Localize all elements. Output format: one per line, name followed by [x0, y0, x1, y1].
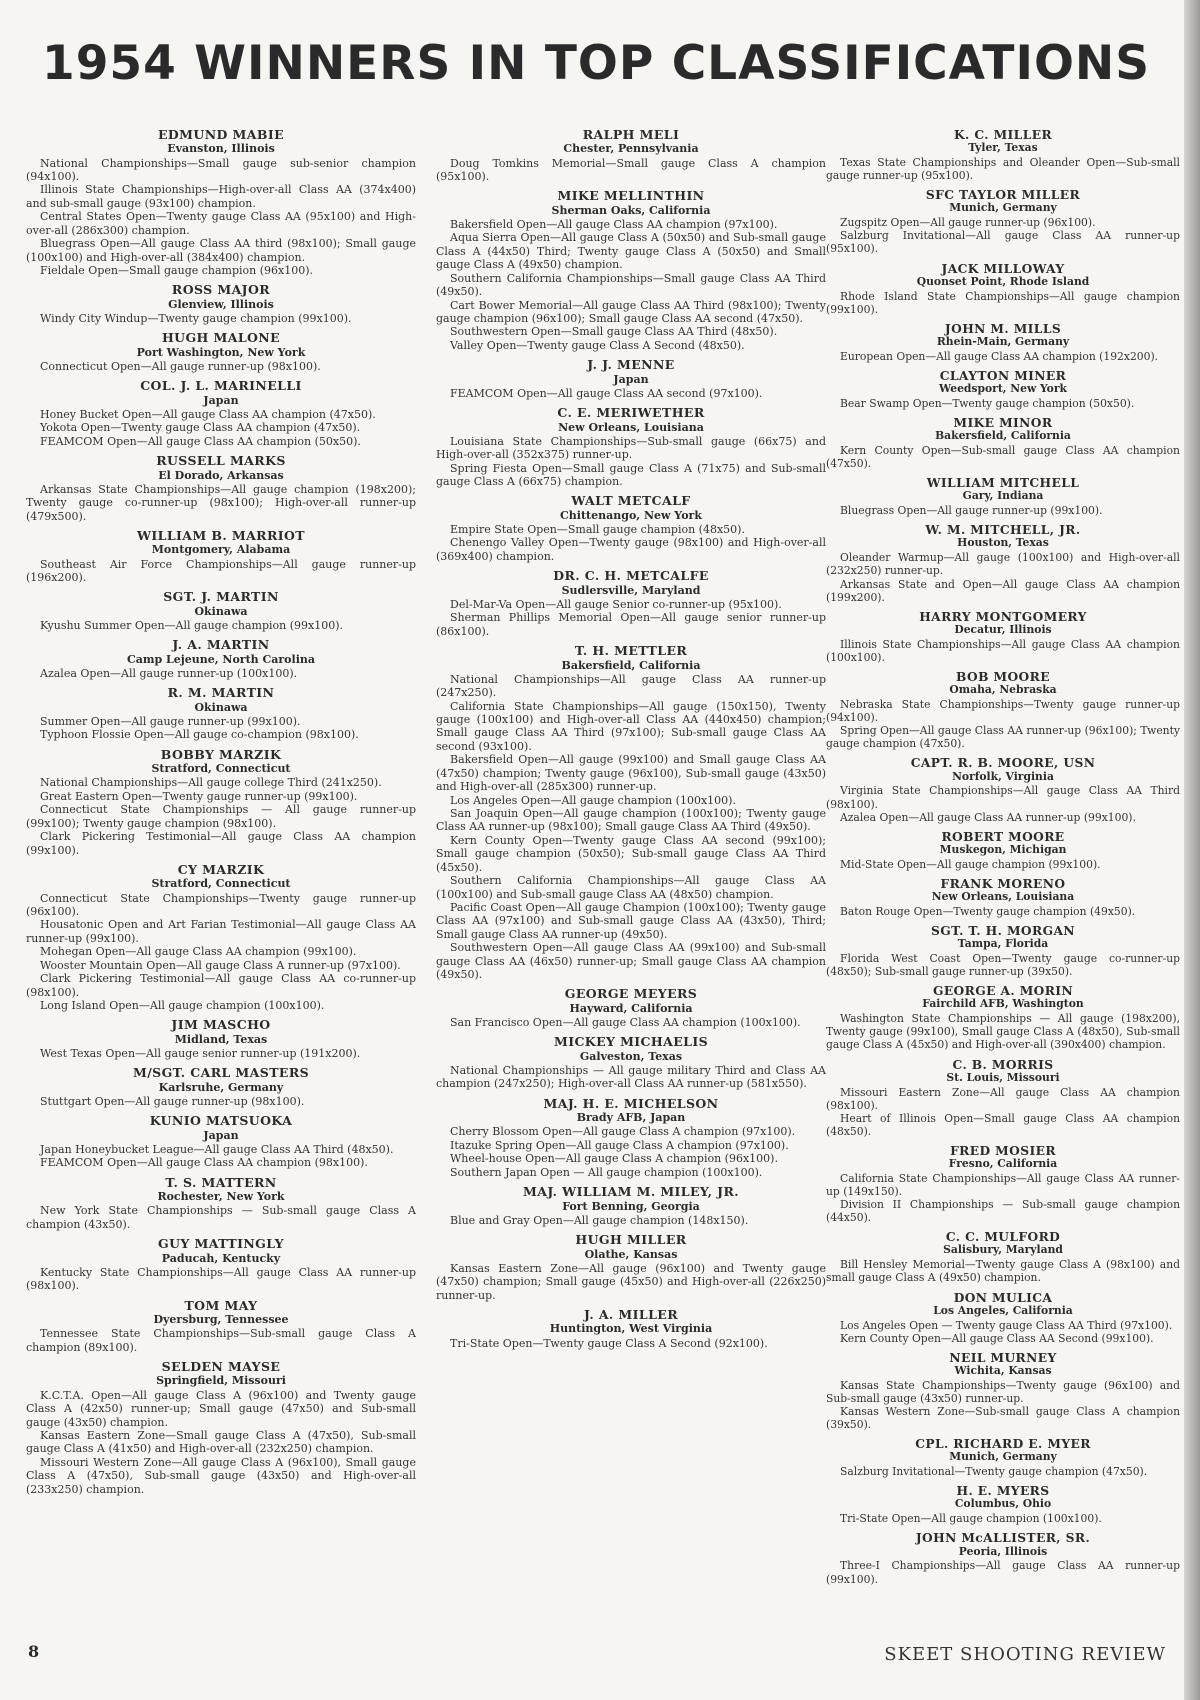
result-text: Kansas Eastern Zone—Small gauge Class A (47x50), Sub-small gauge Class A (41x50) and High-over-all (232x250) champion. — [26, 1428, 416, 1456]
winner-location: Midland, Texas — [174, 1032, 268, 1046]
winner-entry — [826, 1058, 1180, 1138]
winner-entry — [26, 1176, 416, 1231]
winner-name: RALPH MELI — [582, 128, 680, 142]
winner-name: NEIL MURNEY — [949, 1349, 1057, 1365]
result-text: Great Eastern Open—Twenty gauge runner-up (99x100). — [40, 789, 358, 803]
winner-location: Fresno, California — [948, 1157, 1058, 1171]
result-text: Nebraska State Championships—Twenty gauge runner-up (94x100). — [826, 697, 1180, 725]
result-text: Bluegrass Open—All gauge Class AA third (98x100); Small gauge (100x100) and High-over-all (384x400) champion. — [26, 237, 416, 264]
winner-location: Montgomery, Alabama — [151, 543, 291, 557]
winner-name: DR. C. H. METCALFE — [553, 568, 709, 584]
winner-entry — [26, 454, 416, 523]
winner-name: WILLIAM B. MARRIOT — [136, 528, 305, 544]
winner-name: MICKEY MICHAELIS — [553, 1034, 709, 1050]
winner-location: Tampa, Florida — [957, 937, 1049, 951]
winner-location: New Orleans, Louisiana — [931, 889, 1075, 903]
result-text: Illinois State Championships—High-over-all Class AA (374x400) and sub-small gauge (93x100) champion. — [26, 183, 416, 210]
winner-location: Bakersfield, California — [935, 429, 1071, 443]
winner-entry — [436, 1185, 826, 1227]
winner-name: K. C. MILLER — [953, 128, 1053, 142]
winner-name: CY MARZIK — [177, 862, 265, 878]
result-text: Windy City Windup—Twenty gauge champion (99x100). — [40, 311, 352, 325]
result-text: Kentucky State Championships—All gauge Class AA runner-up (98x100). — [26, 1265, 416, 1293]
result-text: FEAMCOM Open—All gauge Class AA champion (50x50). — [40, 434, 361, 448]
result-text: San Joaquin Open—All gauge champion (100x100); Twenty gauge Class AA runner-up (98x100); Small gauge Class AA Third (49x50). — [436, 806, 826, 834]
winner-entry — [826, 1351, 1180, 1431]
result-text: Clark Pickering Testimonial—All gauge Class AA champion (99x100). — [26, 830, 416, 857]
winner-entry — [826, 670, 1180, 750]
winner-name: SELDEN MAYSE — [161, 1359, 281, 1375]
winner-location: Weedsport, New York — [939, 381, 1067, 395]
winner-location: Camp Lejeune, North Carolina — [127, 652, 315, 666]
winner-name: MAJ. WILLIAM M. MILEY, JR. — [523, 1184, 739, 1200]
result-text: Blue and Gray Open—All gauge champion (148x150). — [450, 1213, 749, 1227]
winner-location: El Dorado, Arkansas — [158, 468, 284, 482]
result-text: Washington State Championships — All gauge (198x200), Twenty gauge (99x100), Small gauge Class A (48x50), Sub-small gauge Class A (45x50) and High-over-all (390x400) champion. — [826, 1012, 1180, 1052]
winner-entry — [436, 128, 826, 183]
winner-name: GEORGE A. MORIN — [932, 983, 1074, 999]
winner-location: Columbus, Ohio — [954, 1497, 1052, 1511]
winner-location: Fairchild AFB, Washington — [922, 997, 1084, 1011]
result-text: Heart of Illinois Open—Small gauge Class AA champion (48x50). — [826, 1111, 1180, 1138]
winner-location: Okinawa — [194, 700, 248, 714]
winner-name: BOBBY MARZIK — [160, 746, 282, 762]
winner-name: RUSSELL MARKS — [156, 453, 286, 469]
winner-name: C. B. MORRIS — [952, 1056, 1054, 1072]
result-text: Mohegan Open—All gauge Class AA champion (99x100). — [40, 945, 357, 959]
result-text: Cart Bower Memorial—All gauge Class AA Third (98x100); Twenty gauge champion (96x100); Small gauge Class AA second (47x50). — [436, 298, 826, 325]
result-text: Connecticut State Championships — All gauge runner-up (99x100); Twenty gauge champion (98x100). — [26, 803, 416, 830]
result-text: Aqua Sierra Open—All gauge Class A (50x50) and Sub-small gauge Class A (44x50) Third; Twenty gauge Class A (50x50) and Small gauge Class A (49x50) champion. — [436, 231, 826, 272]
winner-location: Muskegon, Michigan — [939, 842, 1067, 856]
winner-location: Fort Benning, Georgia — [562, 1199, 700, 1213]
result-text: Zugspitz Open—All gauge runner-up (96x100). — [840, 216, 1096, 230]
winner-entry — [826, 984, 1180, 1051]
page-title: 1954 WINNERS IN TOP CLASSIFICATIONS — [42, 36, 1151, 91]
result-text: Kern County Open—All gauge Class AA Second (99x100). — [840, 1331, 1154, 1345]
result-text: Del-Mar-Va Open—All gauge Senior co-runner-up (95x100). — [450, 597, 782, 611]
winner-name: COL. J. L. MARINELLI — [140, 378, 302, 394]
result-text: Connecticut Open—All gauge runner-up (98x100). — [40, 359, 321, 373]
result-text: Bill Hensley Memorial—Twenty gauge Class A (98x100) and small gauge Class A (49x50) champion. — [826, 1258, 1180, 1285]
winner-name: C. E. MERIWETHER — [557, 405, 705, 421]
result-text: Louisiana State Championships—Sub-small gauge (66x75) and High-over-all (352x375) runner-up. — [436, 434, 826, 462]
winner-name: HUGH MILLER — [575, 1232, 687, 1248]
winner-entry — [26, 128, 416, 277]
winner-name: WILLIAM MITCHELL — [926, 475, 1080, 491]
winner-location: Rochester, New York — [157, 1190, 285, 1204]
winner-location: Huntington, West Virginia — [549, 1322, 713, 1336]
result-text: Tennessee State Championships—Sub-small gauge Class A champion (89x100). — [26, 1327, 416, 1354]
result-text: Kyushu Summer Open—All gauge champion (99x100). — [40, 619, 344, 633]
winner-name: FRANK MORENO — [940, 875, 1066, 891]
result-text: Fieldale Open—Small gauge champion (96x100). — [40, 263, 314, 277]
winner-entry — [26, 331, 416, 373]
result-text: K.C.T.A. Open—All gauge Class A (96x100) and Twenty gauge Class A (42x50) runner-up; Small gauge (47x50) and Sub-small gauge (43x50) champion. — [26, 1388, 416, 1429]
winner-location: Munich, Germany — [949, 201, 1057, 215]
winner-name: SGT. T. H. MORGAN — [931, 922, 1075, 938]
winner-entry — [26, 379, 416, 448]
winner-location: Rhein-Main, Germany — [936, 334, 1070, 348]
winner-entry — [826, 830, 1180, 871]
winner-location: Brady AFB, Japan — [576, 1111, 686, 1125]
result-text: Missouri Western Zone—All gauge Class A (96x100), Small gauge Class A (47x50), Sub-small gauge (43x50) and High-over-all (233x250) champion. — [26, 1455, 416, 1496]
result-text: Salzburg Invitational—Twenty gauge champion (47x50). — [840, 1465, 1148, 1479]
magazine-name: SKEET SHOOTING REVIEW — [884, 1644, 1166, 1665]
result-text: Wooster Mountain Open—All gauge Class A runner-up (97x100). — [40, 958, 401, 972]
winner-location: Japan — [613, 372, 649, 386]
winner-name: CAPT. R. B. MOORE, USN — [910, 755, 1096, 771]
winner-name: GEORGE MEYERS — [564, 986, 698, 1002]
result-text: Summer Open—All gauge runner-up (99x100). — [40, 715, 301, 729]
winner-location: Stratford, Connecticut — [151, 762, 291, 776]
winner-entry — [826, 1484, 1180, 1525]
winner-location: Decatur, Illinois — [954, 622, 1052, 636]
result-text: Long Island Open—All gauge champion (100x100). — [40, 998, 325, 1012]
result-text: Southwestern Open—All gauge Class AA (99x100) and Sub-small gauge Class AA (46x50) runner-up; Small gauge Class AA champion (49x50). — [436, 941, 826, 982]
result-text: Southeast Air Force Championships—All gauge runner-up (196x200). — [26, 557, 416, 585]
column-right — [826, 128, 1180, 1592]
winner-entry — [26, 1299, 416, 1354]
winner-location: Gary, Indiana — [962, 489, 1044, 503]
winner-entry — [826, 924, 1180, 978]
result-text: National Championships — All gauge military Third and Class AA champion (247x250); High-over-all Class AA runner-up (581x550). — [436, 1064, 826, 1091]
result-text: West Texas Open—All gauge senior runner-up (191x200). — [40, 1046, 361, 1060]
result-text: Kansas State Championships—Twenty gauge (96x100) and Sub-small gauge (43x50) runner-up. — [826, 1378, 1180, 1405]
winner-location: Norfolk, Virginia — [952, 769, 1054, 783]
winner-location: Quonset Point, Rhode Island — [916, 274, 1090, 288]
winner-name: J. A. MARTIN — [172, 637, 270, 653]
winner-entry — [826, 1291, 1180, 1345]
winner-entry — [826, 369, 1180, 410]
result-text: National Championships—All gauge college Third (241x250). — [40, 776, 382, 790]
winner-name: HUGH MALONE — [161, 330, 281, 346]
winner-name: J. J. MENNE — [587, 357, 675, 373]
winner-name: CPL. RICHARD E. MYER — [915, 1436, 1091, 1452]
result-text: Los Angeles Open — Twenty gauge Class AA Third (97x100). — [840, 1318, 1173, 1332]
result-text: Bakersfield Open—All gauge (99x100) and Small gauge Class AA (47x50) champion; Twenty gauge (96x100), Sub-small gauge (43x50) and High-over-all (285x300) runner-up. — [436, 753, 826, 794]
result-text: Texas State Championships and Oleander Open—Sub-small gauge runner-up (95x100). — [826, 156, 1180, 183]
result-text: Arkansas State Championships—All gauge champion (198x200); Twenty gauge co-runner-up (98x100); High-over-all runner-up (479x500). — [26, 482, 416, 523]
result-text: Bluegrass Open—All gauge runner-up (99x100). — [840, 504, 1103, 518]
result-text: National Championships—All gauge Class AA runner-up (247x250). — [436, 672, 826, 700]
winner-name: T. H. METTLER — [574, 643, 688, 659]
page-number: 8 — [28, 1642, 40, 1661]
result-text: Yokota Open—Twenty gauge Class AA champion (47x50). — [40, 421, 361, 435]
result-text: Tri-State Open—Twenty gauge Class A Second (92x100). — [450, 1336, 768, 1350]
winner-location: Chester, Pennsylvania — [563, 142, 699, 156]
winner-entry — [26, 748, 416, 857]
winner-entry — [826, 756, 1180, 823]
winner-entry — [436, 358, 826, 400]
winner-location: Paducah, Kentucky — [161, 1251, 281, 1265]
result-text: Pacific Coast Open—All gauge Champion (100x100); Twenty gauge Class AA (97x100) and Sub-small gauge Class AA (43x50), Third; Small gauge Class AA runner-up (49x50). — [436, 900, 826, 941]
winner-location: Munich, Germany — [949, 1450, 1057, 1464]
winner-location: Omaha, Nebraska — [949, 683, 1057, 697]
winner-location: Olathe, Kansas — [584, 1247, 678, 1261]
result-text: Doug Tomkins Memorial—Small gauge Class A champion (95x100). — [436, 156, 826, 183]
result-text: Central States Open—Twenty gauge Class AA (95x100) and High-over-all (286x300) champion. — [26, 210, 416, 237]
winner-name: J. A. MILLER — [583, 1306, 679, 1322]
result-text: Azalea Open—All gauge Class AA runner-up (99x100). — [840, 810, 1136, 824]
winner-entry — [826, 128, 1180, 182]
winner-location: Stratford, Connecticut — [151, 877, 291, 891]
result-text: Division II Championships — Sub-small gauge champion (44x50). — [826, 1198, 1180, 1225]
winner-entry — [26, 283, 416, 325]
result-text: Oleander Warmup—All gauge (100x100) and High-over-all (232x250) runner-up. — [826, 551, 1180, 578]
result-text: Valley Open—Twenty gauge Class A Second (48x50). — [450, 338, 745, 352]
winner-location: Japan — [203, 1128, 239, 1142]
winner-location: Los Angeles, California — [933, 1303, 1073, 1317]
winner-entry — [26, 590, 416, 632]
result-text: Honey Bucket Open—All gauge Class AA champion (47x50). — [40, 407, 376, 421]
winner-name: FRED MOSIER — [950, 1142, 1056, 1158]
winner-location: Sudlersville, Maryland — [561, 583, 701, 597]
column-left — [26, 128, 416, 1502]
winner-entry — [436, 1233, 826, 1302]
winner-name: MAJ. H. E. MICHELSON — [543, 1095, 719, 1111]
winner-name: TOM MAY — [184, 1297, 258, 1313]
winner-entry — [826, 523, 1180, 603]
page-edge — [1184, 0, 1200, 1700]
result-text: Arkansas State and Open—All gauge Class AA champion (199x200). — [826, 577, 1180, 604]
winner-name: KUNIO MATSUOKA — [149, 1113, 293, 1129]
result-text: Kern County Open—Sub-small gauge Class AA champion (47x50). — [826, 443, 1180, 471]
winner-entry — [26, 638, 416, 680]
result-text: Wheel-house Open—All gauge Class A champion (96x100). — [450, 1152, 778, 1166]
winner-entry — [26, 1018, 416, 1060]
winner-entry — [436, 189, 826, 352]
winner-entry — [26, 863, 416, 1012]
winner-location: Karlsruhe, Germany — [158, 1080, 284, 1094]
winner-name: JOHN M. MILLS — [944, 320, 1062, 336]
result-text: Clark Pickering Testimonial—All gauge Class AA co-runner-up (98x100). — [26, 972, 416, 999]
column-middle — [436, 128, 826, 1356]
result-text: Japan Honeybucket League—All gauge Class AA Third (48x50). — [40, 1142, 394, 1156]
result-text: California State Championships—All gauge Class AA runner-up (149x150). — [826, 1171, 1180, 1199]
result-text: Spring Fiesta Open—Small gauge Class A (71x75) and Sub-small gauge Class A (66x75) champion. — [436, 461, 826, 489]
winner-entry — [26, 529, 416, 584]
winner-entry — [826, 322, 1180, 363]
winner-name: C. C. MULFORD — [945, 1229, 1061, 1245]
result-text: Kern County Open—Twenty gauge Class AA second (99x100); Small gauge champion (50x50); Sub-small gauge Class AA Third (45x50). — [436, 833, 826, 874]
winner-location: St. Louis, Missouri — [946, 1070, 1060, 1084]
winner-location: Salisbury, Maryland — [943, 1243, 1063, 1257]
result-text: Typhoon Flossie Open—All gauge co-champion (98x100). — [40, 728, 359, 742]
result-text: Missouri Eastern Zone—All gauge Class AA champion (98x100). — [826, 1085, 1180, 1112]
winner-location: Tyler, Texas — [968, 141, 1038, 155]
winner-name: JIM MASCHO — [171, 1017, 271, 1033]
result-text: Kansas Eastern Zone—All gauge (96x100) and Twenty gauge (47x50) champion; Small gauge (45x50) and High-over-all (226x250) runner-up. — [436, 1261, 826, 1302]
winner-location: New Orleans, Louisiana — [558, 420, 704, 434]
winner-name: T. S. MATTERN — [165, 1174, 277, 1190]
result-text: Southwestern Open—Small gauge Class AA Third (48x50). — [450, 325, 778, 339]
result-text: Cherry Blossom Open—All gauge Class A champion (97x100). — [450, 1125, 796, 1139]
result-text: FEAMCOM Open—All gauge Class AA second (97x100). — [450, 386, 763, 400]
winner-name: MIKE MINOR — [953, 414, 1053, 430]
winner-name: GUY MATTINGLY — [158, 1236, 284, 1252]
result-text: Southern California Championships—All gauge Class AA (100x100) and Sub-small gauge Class AA (48x50) champion. — [436, 874, 826, 901]
winner-entry — [26, 1066, 416, 1108]
result-text: Southern California Championships—Small gauge Class AA Third (49x50). — [436, 271, 826, 299]
winner-name: MIKE MELLINTHIN — [557, 188, 705, 204]
result-text: Chenengo Valley Open—Twenty gauge (98x100) and High-over-all (369x400) champion. — [436, 536, 826, 563]
winner-name: SFC TAYLOR MILLER — [925, 187, 1081, 203]
result-text: Southern Japan Open — All gauge champion (100x100). — [450, 1165, 763, 1179]
winner-name: EDMUND MABIE — [158, 128, 284, 142]
result-text: Salzburg Invitational—All gauge Class AA runner-up (95x100). — [826, 229, 1180, 256]
result-text: Bakersfield Open—All gauge Class AA champion (97x100). — [450, 218, 778, 231]
result-text: Kansas Western Zone—Sub-small gauge Class A champion (39x50). — [826, 1405, 1180, 1432]
winner-name: JACK MILLOWAY — [941, 260, 1065, 276]
winner-name: ROSS MAJOR — [171, 282, 271, 298]
winner-entry — [26, 1237, 416, 1292]
winner-location: Okinawa — [194, 604, 248, 618]
article-columns — [0, 128, 1180, 1608]
winner-location: Galveston, Texas — [579, 1049, 683, 1063]
winner-location: Japan — [203, 393, 239, 407]
winner-entry — [436, 494, 826, 563]
result-text: California State Championships—All gauge (150x150), Twenty gauge (100x100) and High-over-all Class AA (440x450) champion; Small gauge Class AA Third (97x100); Sub-small gauge Class AA second (93x100). — [436, 699, 826, 753]
winner-entry — [26, 1114, 416, 1169]
winner-entry — [26, 686, 416, 741]
winner-name: W. M. MITCHELL, JR. — [925, 522, 1081, 538]
result-text: Empire State Open—Small gauge champion (48x50). — [450, 523, 745, 537]
winner-location: Bakersfield, California — [561, 658, 701, 672]
winner-entry — [436, 569, 826, 638]
winner-entry — [436, 987, 826, 1029]
result-text: Three-I Championships—All gauge Class AA runner-up (99x100). — [826, 1559, 1180, 1586]
winner-name: JOHN McALLISTER, SR. — [915, 1530, 1091, 1546]
result-text: Los Angeles Open—All gauge champion (100x100). — [450, 793, 736, 807]
result-text: Virginia State Championships—All gauge Class AA Third (98x100). — [826, 784, 1180, 811]
result-text: FEAMCOM Open—All gauge Class AA champion (98x100). — [40, 1156, 368, 1170]
winner-entry — [826, 1144, 1180, 1224]
winner-name: BOB MOORE — [956, 668, 1050, 684]
winner-location: Wichita, Kansas — [954, 1363, 1052, 1377]
result-text: San Francisco Open—All gauge Class AA champion (100x100). — [450, 1016, 801, 1030]
winner-location: Houston, Texas — [957, 536, 1049, 550]
result-text: National Championships—Small gauge sub-senior champion (94x100). — [26, 156, 416, 183]
winner-location: Springfield, Missouri — [156, 1374, 286, 1388]
winner-entry — [436, 406, 826, 488]
winner-name: ROBERT MOORE — [941, 828, 1065, 844]
winner-name: HARRY MONTGOMERY — [919, 608, 1087, 624]
result-text: Florida West Coast Open—Twenty gauge co-runner-up (48x50); Sub-small gauge runner-up (39x50). — [826, 951, 1180, 979]
winner-location: Peoria, Illinois — [958, 1544, 1048, 1558]
winner-location: Dyersburg, Tennessee — [153, 1313, 289, 1327]
winner-entry — [436, 1035, 826, 1090]
result-text: Baton Rouge Open—Twenty gauge champion (49x50). — [840, 904, 1136, 918]
winner-entry — [26, 1360, 416, 1496]
winner-entry — [826, 1531, 1180, 1585]
result-text: Sherman Phillips Memorial Open—All gauge senior runner-up (86x100). — [436, 611, 826, 638]
result-text: Stuttgart Open—All gauge runner-up (98x100). — [40, 1094, 305, 1108]
winner-location: Hayward, California — [569, 1001, 693, 1015]
winner-name: DON MULICA — [953, 1289, 1053, 1305]
result-text: Itazuke Spring Open—All gauge Class A champion (97x100). — [450, 1138, 789, 1152]
result-text: European Open—All gauge Class AA champion (192x200). — [840, 349, 1159, 363]
winner-location: Glenview, Illinois — [168, 297, 274, 311]
winner-name: H. E. MYERS — [956, 1483, 1050, 1499]
winner-name: M/SGT. CARL MASTERS — [132, 1065, 310, 1081]
winner-location: Evanston, Illinois — [167, 142, 275, 156]
winner-entry — [826, 262, 1180, 316]
result-text: Mid-State Open—All gauge champion (99x100). — [840, 857, 1101, 871]
result-text: Illinois State Championships—All gauge Class AA champion (100x100). — [826, 637, 1180, 664]
result-text: New York State Championships — Sub-small gauge Class A champion (43x50). — [26, 1204, 416, 1231]
winner-entry — [826, 476, 1180, 517]
winner-name: R. M. MARTIN — [167, 685, 275, 701]
result-text: Bear Swamp Open—Twenty gauge champion (50x50). — [840, 396, 1135, 410]
winner-entry — [826, 610, 1180, 664]
result-text: Rhode Island State Championships—All gauge champion (99x100). — [826, 289, 1180, 316]
winner-name: WALT METCALF — [571, 493, 691, 509]
winner-entry — [826, 877, 1180, 918]
winner-name: SGT. J. MARTIN — [163, 589, 279, 605]
result-text: Spring Open—All gauge Class AA runner-up (96x100); Twenty gauge champion (47x50). — [826, 724, 1180, 751]
winner-entry — [826, 1230, 1180, 1284]
winner-entry — [436, 1097, 826, 1179]
winner-location: Sherman Oaks, California — [551, 203, 711, 217]
winner-location: Chittenango, New York — [560, 508, 702, 522]
winner-entry — [826, 1437, 1180, 1478]
winner-entry — [436, 644, 826, 981]
result-text: Azalea Open—All gauge runner-up (100x100). — [40, 667, 298, 681]
winner-entry — [826, 416, 1180, 470]
winner-location: Port Washington, New York — [136, 345, 306, 359]
winner-entry — [436, 1308, 826, 1350]
winner-entry — [826, 188, 1180, 255]
winner-name: CLAYTON MINER — [939, 367, 1067, 383]
result-text: Tri-State Open—All gauge champion (100x100). — [840, 1512, 1102, 1526]
result-text: Housatonic Open and Art Farian Testimonial—All gauge Class AA runner-up (99x100). — [26, 918, 416, 945]
result-text: Connecticut State Championships—Twenty gauge runner-up (96x100). — [26, 891, 416, 919]
